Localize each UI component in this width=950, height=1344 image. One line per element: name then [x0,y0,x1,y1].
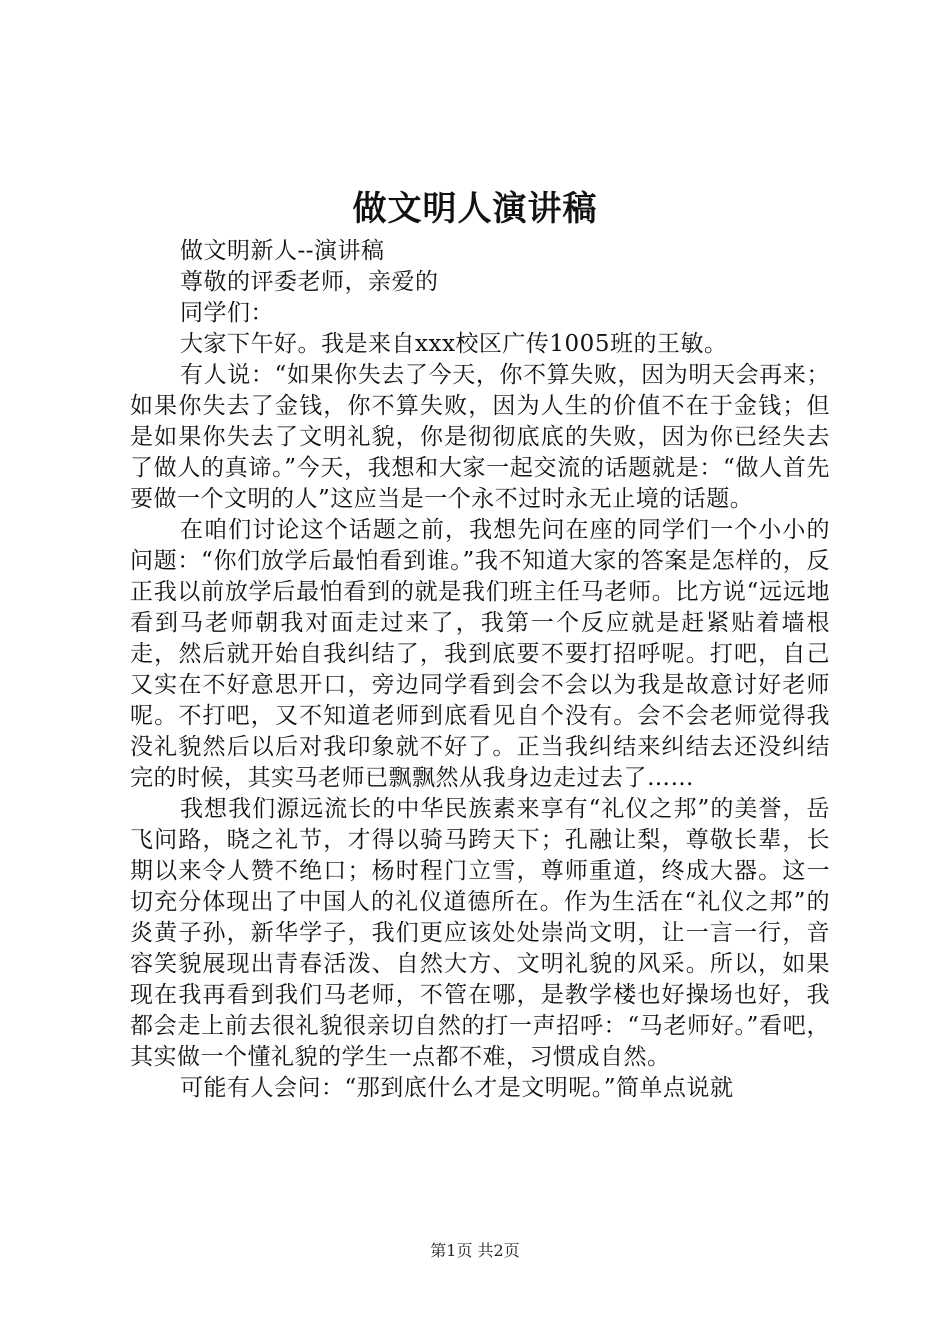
document-body [130,236,830,1104]
paragraph-greeting: 大家下午好。我是来自xxx校区广传1005班的王敏。 [180,331,728,357]
paragraph-body: 在咱们讨论这个话题之前，我想先问在座的同学们一个小小的问题：“你们放学后最怕看到谁。”我不知道大家的答案是怎样的，反正我以前放学后最怕看到的就是我们班主任马老师。比方说“远远地看到马老师朝我对面走过来了，我第一个反应就是赶紧贴着墙根走，然后就开始自我纠结了，我到底要不要打招呼呢。打吧，自己又实在不好意思开口，旁边同学看到会不会以为我是故意讨好老师呢。不打吧，又不知道老师到底看见自个没有。会不会老师觉得我没礼貌然后以后对我印象就不好了。正当我纠结来纠结去还没纠结完的时候，其实马老师已飘飘然从我身边走过去了…… [130,517,830,791]
document-title: 做文明人演讲稿 [352,189,598,229]
paragraph-subtitle: 做文明新人--演讲稿 [180,238,385,264]
paragraph-body: 可能有人会问：“那到底什么才是文明呢。”简单点说就 [180,1075,734,1101]
page-footer: 第1页 共2页 [430,1241,520,1260]
paragraph-body: 我想我们源远流长的中华民族素来享有“礼仪之邦”的美誉，岳飞问路，晓之礼节，才得以骑马跨天下；孔融让梨，尊敬长辈，长期以来令人赞不绝口；杨时程门立雪，尊师重道，终成大器。这一切充分体现出了中国人的礼仪道德所在。作为生活在“礼仪之邦”的炎黄子孙，新华学子，我们更应该处处崇尚文明，让一言一行，音容笑貌展现出青春活泼、自然大方、文明礼貌的风采。所以，如果现在我再看到我们马老师，不管在哪，是教学楼也好操场也好，我都会走上前去很礼貌很亲切自然的打一声招呼：“马老师好。”看吧，其实做一个懂礼貌的学生一点都不难，习惯成自然。 [130,796,830,1070]
paragraph-body: 有人说：“如果你失去了今天，你不算失败，因为明天会再来；如果你失去了金钱，你不算失败，因为人生的价值不在于金钱；但是如果你失去了文明礼貌，你是彻彻底底的失败，因为你已经失去了做人的真谛。”今天，我想和大家一起交流的话题就是：“做人首先要做一个文明的人”这应当是一个永不过时永无止境的话题。 [130,362,830,512]
paragraph-salutation: 尊敬的评委老师，亲爱的 [180,269,439,295]
paragraph-salutation-cont: 同学们： [180,300,274,326]
